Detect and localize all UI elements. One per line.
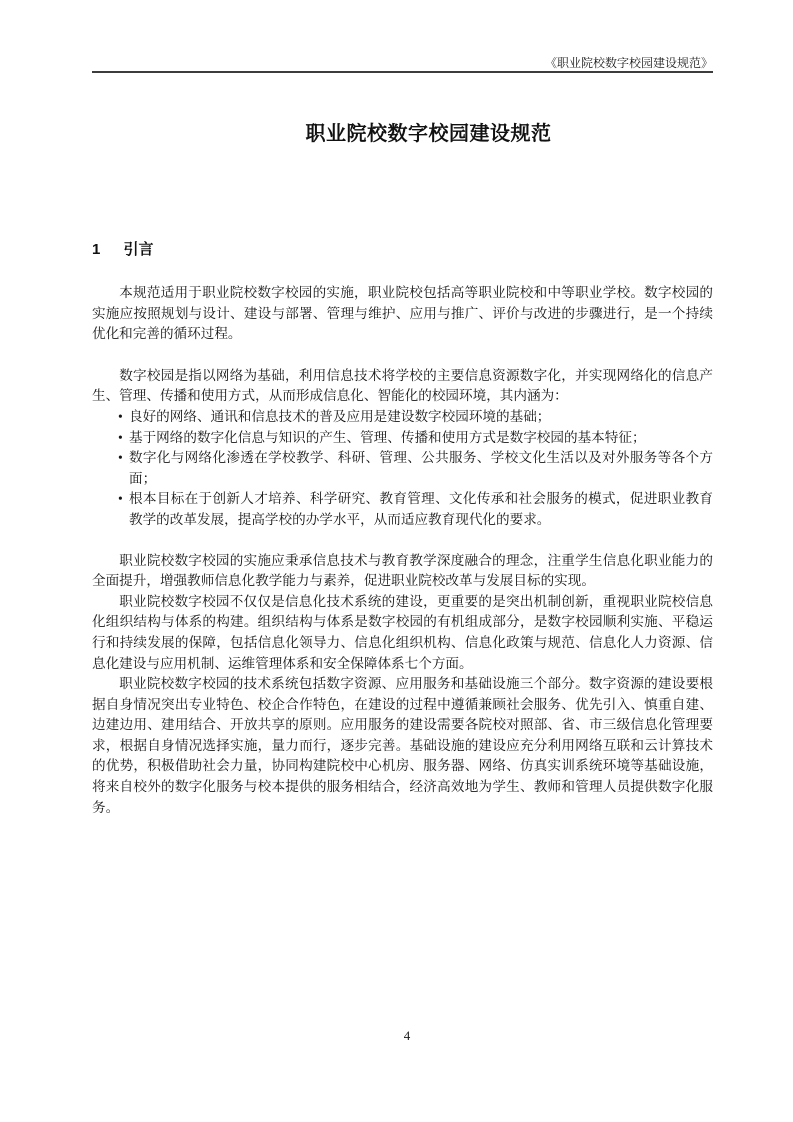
paragraph-definition: 数字校园是指以网络为基础，利用信息技术将学校的主要信息资源数字化，并实现网络化的信息产生、管理、传播和使用方式，从而形成信息化、智能化的校园环境，其内涵为： [92, 367, 713, 404]
paragraph-scope: 本规范适用于职业院校数字校园的实施，职业院校包括高等职业院校和中等职业学校。数字校园的实施应按照规划与设计、建设与部署、管理与维护、应用与推广、评价与改进的步骤进行，是一个持续优化和完善的循环过程。 [92, 285, 713, 342]
running-header-title: 《职业院校数字校园建设规范》 [544, 56, 713, 70]
header-rule [92, 71, 713, 73]
document-title: 职业院校数字校园建设规范 [305, 123, 552, 145]
bullet-item: • 数字化与网络化渗透在学校教学、科研、管理、公共服务、学校文化生活以及对外服务等各个方面； [92, 448, 713, 489]
bullet-list [92, 407, 713, 531]
document-body [92, 283, 713, 818]
section-heading [92, 241, 154, 259]
paragraph-organization: 职业院校数字校园不仅仅是信息化技术系统的建设，更重要的是突出机制创新，重视职业院校信息化组织结构与体系的构建。组织结构与体系是数字校园的有机组成部分，是数字校园顺利实施、平稳运行和持续发展的保障，包括信息化领导力、信息化组织机构、信息化政策与规范、信息化人力资源、信息化建设与应用机制、运维管理体系和安全保障体系七个方面。 [92, 593, 713, 671]
page-number: 4 [403, 1028, 411, 1043]
section-title: 引言 [123, 241, 154, 258]
paragraph-technical-system: 职业院校数字校园的技术系统包括数字资源、应用服务和基础设施三个部分。数字资源的建设要根据自身情况突出专业特色、校企合作特色，在建设的过程中遵循兼顾社会服务、优先引入、慎重自建、边建边用、建用结合、开放共享的原则。应用服务的建设需要各院校对照部、省、市三级信息化管理要求，根据自身情况选择实施，量力而行，逐步完善。基础设施的建设应充分利用网络互联和云计算技术的优势，积极借助社会力量，协同构建院校中心机房、服务器、网络、仿真实训系统环境等基础设施，将来自校外的数字化服务与校本提供的服务相结合，经济高效地为学生、教师和管理人员提供数字化服务。 [92, 676, 713, 815]
bullet-item: • 根本目标在于创新人才培养、科学研究、教育管理、文化传承和社会服务的模式，促进职业教育教学的改革发展，提高学校的办学水平，从而适应教育现代化的要求。 [92, 489, 713, 530]
bullet-item: • 良好的网络、通讯和信息技术的普及应用是建设数字校园环境的基础； [92, 407, 713, 428]
bullet-item: • 基于网络的数字化信息与知识的产生、管理、传播和使用方式是数字校园的基本特征； [92, 428, 713, 449]
paragraph-implementation: 职业院校数字校园的实施应秉承信息技术与教育教学深度融合的理念，注重学生信息化职业能力的全面提升，增强教师信息化教学能力与素养，促进职业院校改革与发展目标的实现。 [92, 552, 713, 589]
section-number: 1 [92, 241, 101, 258]
